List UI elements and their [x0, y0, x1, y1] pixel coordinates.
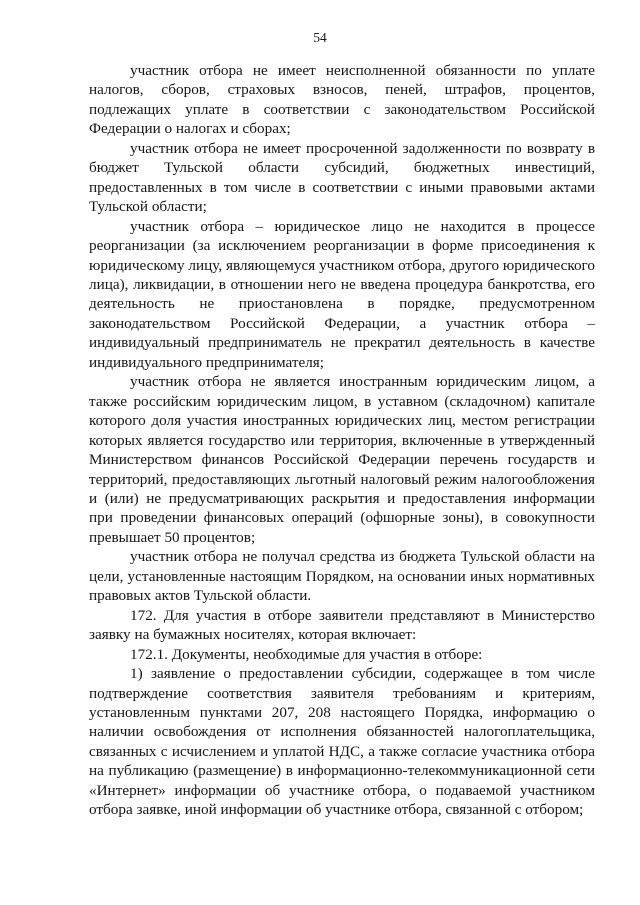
paragraph-not-foreign-entity: участник отбора не является иностранным юридическим лицом, а также российским юридическим лицом, в уставном (складочном) капитале которого доля участия иностранных юридических лиц, местом регистрации которых является государство или территория, включенные в утвержденный Министерством финансов Российской Федерации перечень государств и территорий, предоставляющих льготный налоговый режим налогообложения и (или) не предусматривающих раскрытия и предоставления информации при проведении финансовых операций (офшорные зоны), в совокупности превышает 50 процентов; [89, 373, 595, 546]
document-body [89, 61, 595, 820]
paragraph-item-1-application: 1) заявление о предоставлении субсидии, содержащее в том числе подтверждение соответствия заявителя требованиям и критериям, установленным пунктами 207, 208 настоящего Порядка, информацию о наличии освобождения от исполнения обязанностей налогоплательщика, связанных с исчислением и уплатой НДС, а также согласие участника отбора на публикацию (размещение) в информационно-телекоммуникационной сети «Интернет» информации об участнике отбора, о подаваемой участником отбора заявке, иной информации об участнике отбора, связанной с отбором; [89, 665, 595, 819]
paragraph-no-reorganization: участник отбора – юридическое лицо не находится в процессе реорганизации (за исключением реорганизации в форме присоединения к юридическому лицу, являющемуся участником отбора, другого юридического лица), ликвидации, в отношении него не введена процедура банкротства, его деятельность не приостановлена в порядке, предусмотренном законодательством Российской Федерации, а участник отбора – индивидуальный предприниматель не прекратил деятельность в качестве индивидуального предпринимателя; [89, 217, 595, 371]
paragraph-172-1: 172.1. Документы, необходимые для участия в отборе: [130, 645, 483, 663]
paragraph-no-tax-debt: участник отбора не имеет неисполненной обязанности по уплате налогов, сборов, страховых взносов, пеней, штрафов, процентов, подлежащих уплате в соответствии с законодательством Российской Федерации о налогах и сборах; [89, 62, 595, 138]
paragraph-172: 172. Для участия в отборе заявители представляют в Министерство заявку на бумажных носителях, которая включает: [89, 606, 595, 644]
paragraph-no-prior-funds: участник отбора не получал средства из бюджета Тульской области на цели, установленные настоящим Порядком, на основании иных нормативных правовых актов Тульской области. [89, 548, 595, 605]
page-number: 54 [313, 30, 327, 45]
paragraph-no-overdue-subsidy-debt: участник отбора не имеет просроченной задолженности по возврату в бюджет Тульской области субсидий, бюджетных инвестиций, предоставленных в том числе в соответствии с иными правовыми актами Тульской области; [89, 139, 595, 216]
